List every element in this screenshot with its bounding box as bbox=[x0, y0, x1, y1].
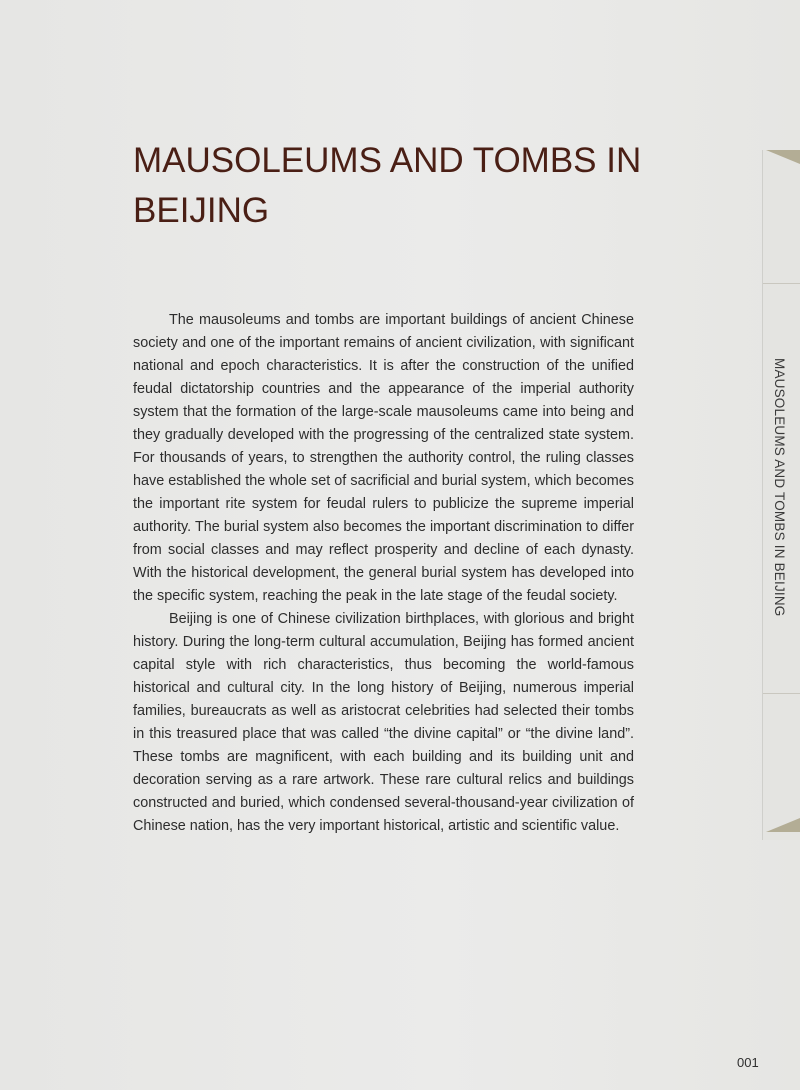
side-tab-divider bbox=[762, 150, 763, 840]
paragraph-2: Beijing is one of Chinese civilization birthplaces, with glorious and bright history. During the long-term cultural accumulation, Beijing has formed ancient capital style with rich characteristics, thus becoming the world-famous historical and cultural city. In the long history of Beijing, numerous imperial families, bureaucrats as well as aristocrat celebrities had selected their tombs in this treasured place that was called “the divine capital” or “the divine land”. These tombs are magnificent, with each building and its building unit and decoration serving as a rare artwork. These rare cultural relics and buildings constructed and buried, which condensed several-thousand-year civilization of Chinese nation, has the very important historical, artistic and scientific value. bbox=[133, 611, 634, 834]
tab-rule-bottom bbox=[763, 693, 800, 694]
page-number: 001 bbox=[737, 1055, 759, 1070]
tab-rule-top bbox=[763, 283, 800, 284]
page-title: MAUSOLEUMS AND TOMBS IN BEIJING bbox=[133, 141, 642, 230]
tab-triangle-top-icon bbox=[766, 150, 800, 164]
paragraph-1: The mausoleums and tombs are important buildings of ancient Chinese society and one of the important remains of ancient civilization, with significant national and epoch characteristics. It is after the construction of the unified feudal dictatorship countries and the appearance of the imperial authority system that the formation of the large-scale mausoleums came into being and they gradually developed with the progressing of the centralized state system. For thousands of years, to strengthen the authority control, the ruling classes have established the whole set of sacrificial and burial system, which becomes the important rite system for feudal rulers to publicize the supreme imperial authority. The burial system also becomes the important discrimination to differ from social classes and may reflect prosperity and decline of each dynasty. With the historical development, the general burial system has developed into the specific system, reaching the peak in the late stage of the feudal society. bbox=[133, 312, 634, 604]
tab-triangle-bottom-icon bbox=[766, 818, 800, 832]
body-text bbox=[133, 309, 634, 838]
side-tab-label: MAUSOLEUMS AND TOMBS IN BEIJING bbox=[772, 358, 787, 617]
